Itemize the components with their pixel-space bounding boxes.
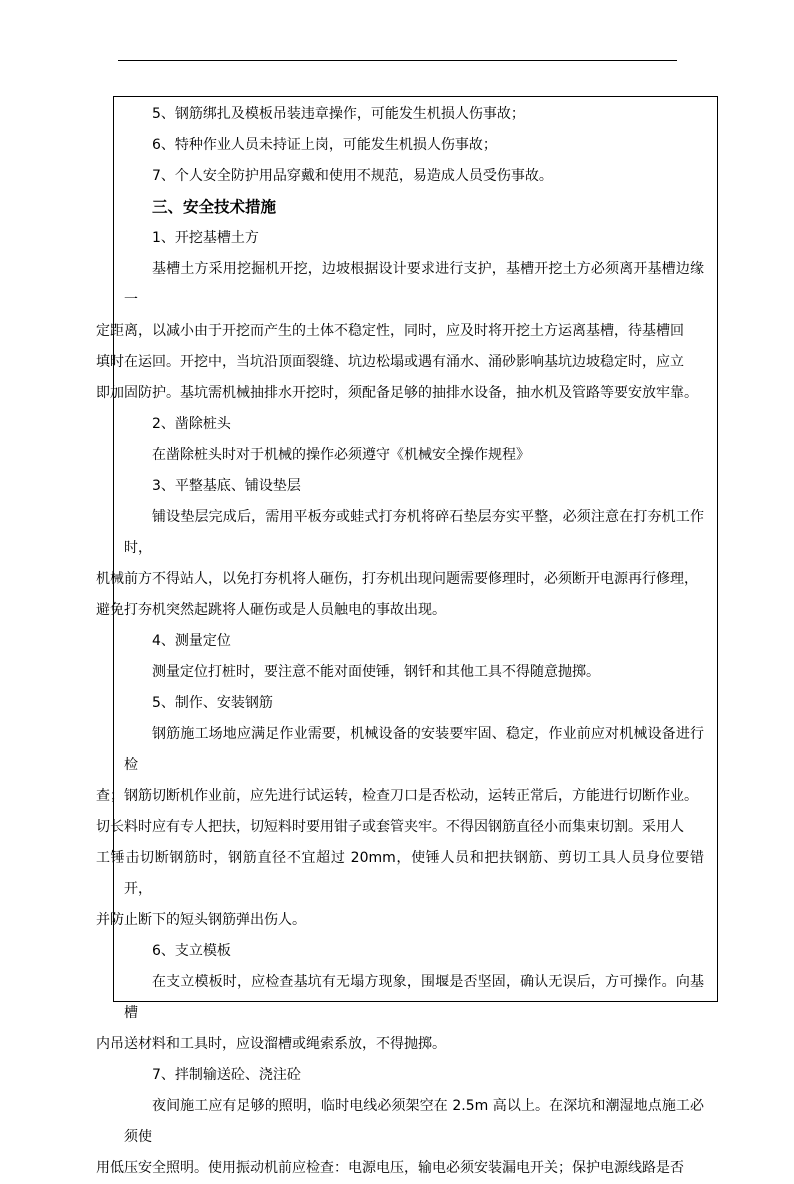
paragraph-line: 即加固防护。基坑需机械抽排水开挖时，须配备足够的抽排水设备，抽水机及管路等要安放牢靠。 [96,385,698,401]
subheading-formwork: 6、支立模板 [152,943,231,959]
subheading-rebar: 5、制作、安装钢筋 [152,695,273,711]
risk-item-5: 5、钢筋绑扎及模板吊装违章操作，可能发生机损人伤事故； [152,106,525,122]
paragraph-line: 在支立模板时，应检查基坑有无塌方现象，围堰是否坚固，确认无误后，方可操作。向基槽 [124,974,704,1021]
risk-item-7: 7、个人安全防护用品穿戴和使用不规范，易造成人员受伤事故。 [152,168,553,184]
subheading-survey: 4、测量定位 [152,633,231,649]
paragraph-line: 并防止断下的短头钢筋弹出伤人。 [96,912,306,928]
risk-item-6: 6、特种作业人员未持证上岗，可能发生机损人伤事故； [152,137,497,153]
subheading-base-cushion: 3、平整基底、铺设垫层 [152,478,301,494]
subheading-concrete: 7、拌制输送砼、浇注砼 [152,1067,301,1083]
paragraph-line: 定距离，以减小由于开挖而产生的土体不稳定性，同时，应及时将开挖土方运离基槽，待基槽回 [96,323,684,339]
paragraph-line: 查；钢筋切断机作业前，应先进行试运转，检查刀口是否松动，运转正常后，方能进行切断作业。 [96,788,698,804]
paragraph-pile-head [124,440,704,471]
header-rule [118,60,677,61]
subheading-pile-head: 2、凿除桩头 [152,416,231,432]
paragraph-base-cushion [96,502,704,626]
content-frame [96,96,718,1176]
paragraph-concrete [96,1091,704,1184]
paragraph-line: 切长料时应有专人把扶，切短料时要用钳子或套管夹牢。不得因钢筋直径小而集束切割。采用人 [96,819,684,835]
paragraph-line: 夜间施工应有足够的照明，临时电线必须架空在 2.5m 高以上。在深坑和潮湿地点施工必须使 [124,1098,704,1145]
paragraph-line: 基槽土方采用挖掘机开挖，边坡根据设计要求进行支护，基槽开挖土方必须离开基槽边缘一 [124,261,704,308]
paragraph-line: 避免打夯机突然起跳将人砸伤或是人员触电的事故出现。 [96,602,446,618]
paragraph-rebar [96,719,704,936]
paragraph-line: 铺设垫层完成后，需用平板夯或蛙式打夯机将碎石垫层夯实平整，必须注意在打夯机工作时， [124,509,704,556]
paragraph-line: 内吊送材料和工具时，应设溜槽或绳索系放，不得抛掷。 [96,1036,446,1052]
subheading-excavation: 1、开挖基槽土方 [152,230,259,246]
paragraph-line: 填时在运回。开挖中，当坑沿顶面裂缝、坑边松塌或遇有涌水、涌砂影响基坑边坡稳定时，应立 [96,354,684,370]
document-body [96,99,704,1184]
paragraph-line: 工锤击切断钢筋时，钢筋直径不宜超过 20mm，使锤人员和把扶钢筋、剪切工具人员身位要错开， [96,850,704,897]
paragraph-survey [124,657,704,688]
paragraph-line: 在凿除桩头时对于机械的操作必须遵守《机械安全操作规程》 [152,447,530,463]
paragraph-formwork [96,967,704,1060]
paragraph-line: 用低压安全照明。使用振动机前应检查：电源电压，输电必须安装漏电开关；保护电源线路是否 [96,1160,684,1176]
paragraph-line: 钢筋施工场地应满足作业需要，机械设备的安装要牢固、稳定，作业前应对机械设备进行检 [124,726,704,773]
paragraph-line: 机械前方不得站人，以免打夯机将人砸伤，打夯机出现问题需要修理时，必须断开电源再行修理， [96,571,698,587]
paragraph-line: 测量定位打桩时，要注意不能对面使锤，钢钎和其他工具不得随意抛掷。 [152,664,600,680]
section-heading: 三、安全技术措施 [152,198,277,216]
paragraph-excavation [96,254,704,409]
